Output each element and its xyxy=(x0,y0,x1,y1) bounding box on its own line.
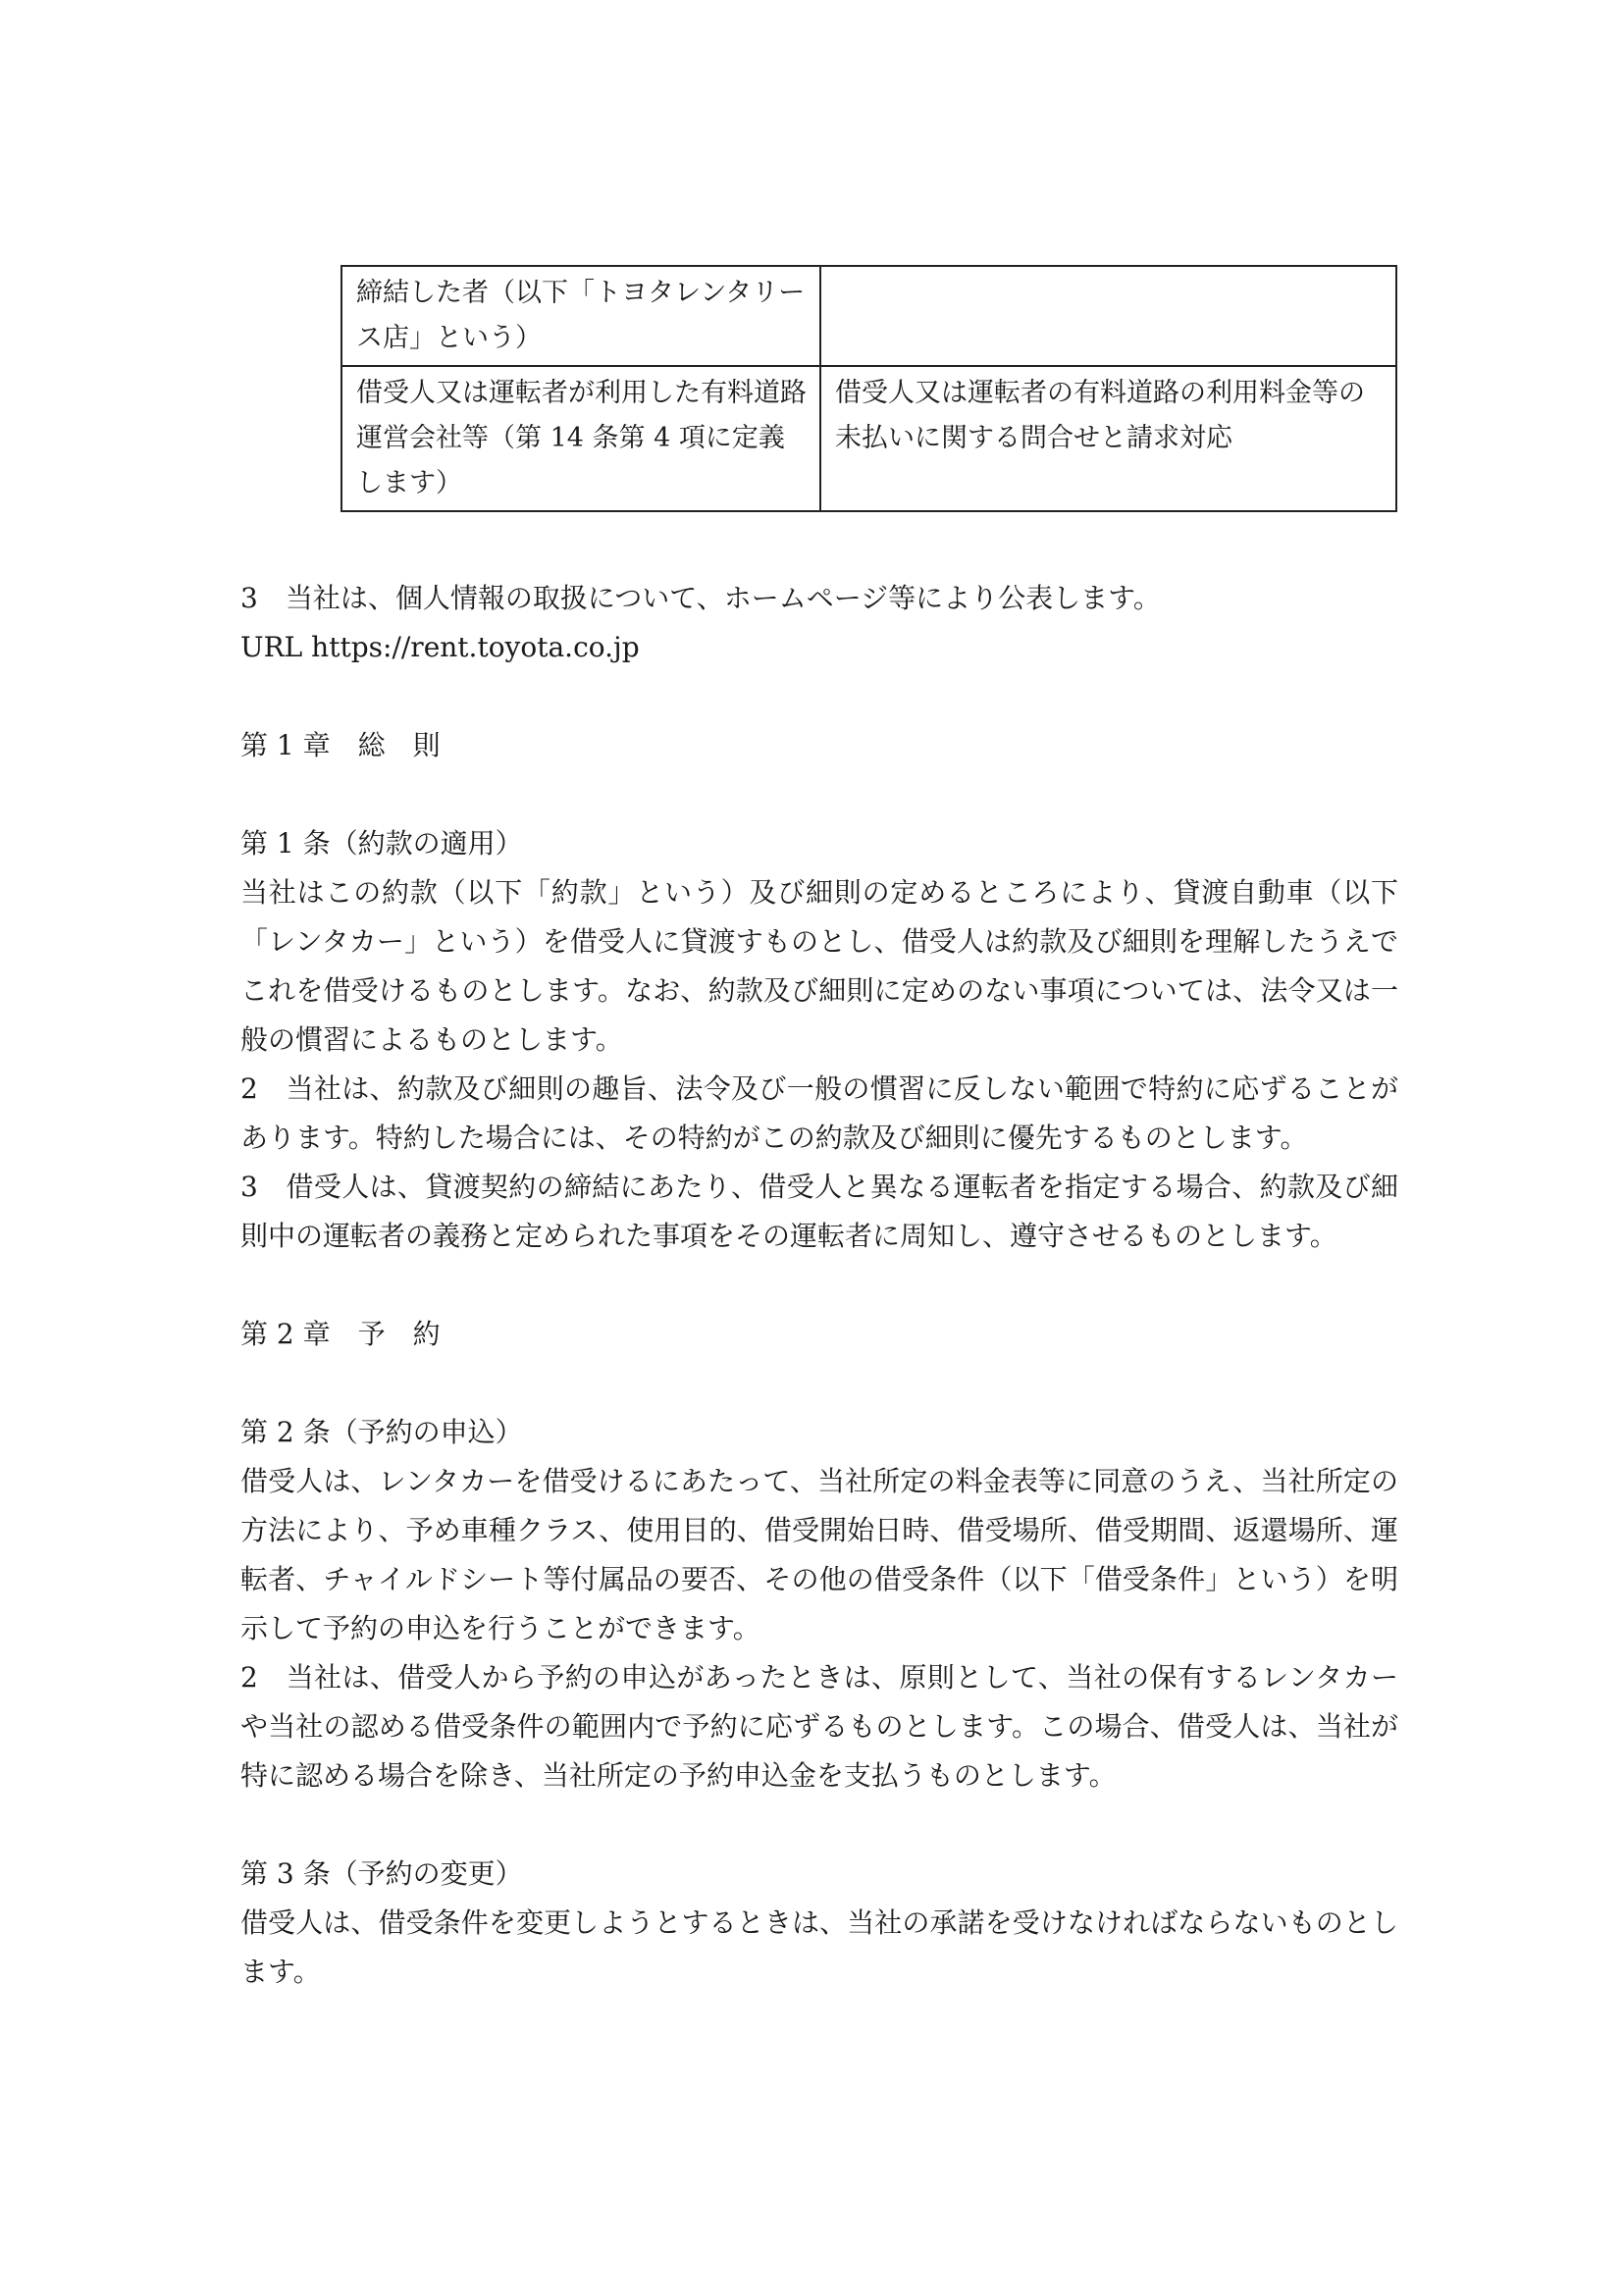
article-1-paragraph-2: 2 当社は、約款及び細則の趣旨、法令及び一般の慣習に反しない範囲で特約に応ずることがあります。特約した場合には、その特約がこの約款及び細則に優先するものとします。 xyxy=(240,1072,1398,1154)
chapter-2-heading: 第 2 章 予 約 xyxy=(240,1318,441,1350)
document-body xyxy=(240,574,1398,1997)
article-2-paragraph-2: 2 当社は、借受人から予約の申込があったときは、原則として、当社の保有するレンタカーや当社の認める借受条件の範囲内で予約に応ずるものとします。この場合、借受人は、当社が特に認める場合を除き、当社所定の予約申込金を支払うものとします。 xyxy=(240,1661,1398,1792)
article-2-title: 第 2 条（予約の申込） xyxy=(240,1416,523,1448)
article-2-paragraph-1: 借受人は、レンタカーを借受けるにあたって、当社所定の料金表等に同意のうえ、当社所定の方法により、予め車種クラス、使用目的、借受開始日時、借受場所、借受期間、返還場所、運転者、チャイルドシート等付属品の要否、その他の借受条件（以下「借受条件」という）を明示して予約の申込を行うことができます。 xyxy=(240,1465,1398,1644)
article-3-title: 第 3 条（予約の変更） xyxy=(240,1857,523,1890)
table-cell: 借受人又は運転者が利用した有料道路運営会社等（第 14 条第 4 項に定義します） xyxy=(341,366,820,511)
personal-info-table xyxy=(340,265,1397,512)
article-1-paragraph-3: 3 借受人は、貸渡契約の締結にあたり、借受人と異なる運転者を指定する場合、約款及び細則中の運転者の義務と定められた事項をその運転者に周知し、遵守させるものとします。 xyxy=(240,1171,1398,1252)
article-1-paragraph-1: 当社はこの約款（以下「約款」という）及び細則の定めるところにより、貸渡自動車（以下「レンタカー」という）を借受人に貸渡すものとし、借受人は約款及び細則を理解したうえでこれを借受けるものとします。なお、約款及び細則に定めのない事項については、法令又は一般の慣習によるものとします。 xyxy=(240,876,1398,1056)
table-row xyxy=(341,266,1396,366)
url-line: URL https://rent.toyota.co.jp xyxy=(240,631,640,663)
article-1-title: 第 1 条（約款の適用） xyxy=(240,827,523,860)
table-cell: 締結した者（以下「トヨタレンタリース店」という） xyxy=(341,266,820,366)
table-cell xyxy=(820,266,1396,366)
article-3-paragraph-1: 借受人は、借受条件を変更しようとするときは、当社の承諾を受けなければならないものとします。 xyxy=(240,1906,1398,1988)
chapter-1-heading: 第 1 章 総 則 xyxy=(240,729,441,761)
table-cell: 借受人又は運転者の有料道路の利用料金等の未払いに関する問合せと請求対応 xyxy=(820,366,1396,511)
intro-item-3: 3 当社は、個人情報の取扱について、ホームページ等により公表します。 xyxy=(240,582,1161,614)
table-row xyxy=(341,366,1396,511)
